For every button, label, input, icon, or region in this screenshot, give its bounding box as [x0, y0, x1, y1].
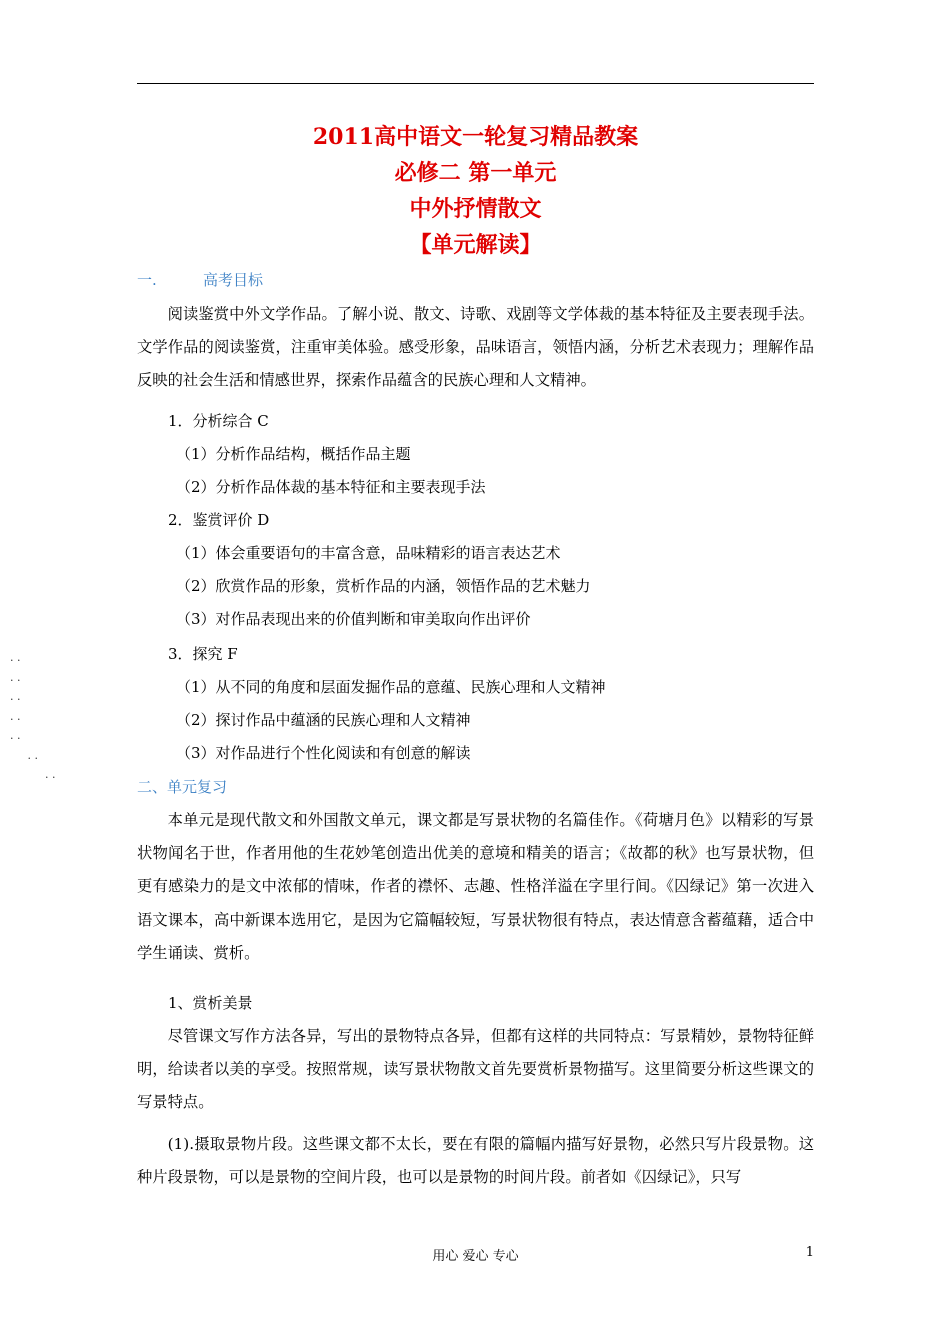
section2-paragraph: 本单元是现代散文和外国散文单元，课文都是写景状物的名篇佳作。《荷塘月色》以精彩的写景状物闻名于世，作者用他的生花妙笔创造出优美的意境和精美的语言；《故都的秋》也写景状物，但更有感染力的是文中浓郁的情味，作者的襟怀、志趣、性格洋溢在字里行间。《囚绿记》第一次进入语文课本，高中新课本选用它，是因为它篇幅较短，写景状物很有特点，表达情意含蓄蕴藉，适合中学生诵读、赏析。: [137, 811, 814, 962]
list-item: （2）欣赏作品的形象，赏析作品的内涵，领悟作品的艺术魅力: [176, 577, 591, 595]
section2-paragraph: (1).摄取景物片段。这些课文都不太长，要在有限的篇幅内描写好景物，必然只写片段景物。这种片段景物，可以是景物的空间片段，也可以是景物的时间片段。前者如《囚绿记》，只写: [137, 1135, 814, 1187]
list-item: 2．鉴赏评价 D: [168, 511, 270, 529]
doc-subtitle: 必修二 第一单元: [394, 160, 557, 186]
unit-title: 中外抒情散文: [409, 196, 542, 222]
header-rule: [137, 83, 814, 84]
list-item: （2）探讨作品中蕴涵的民族心理和人文精神: [176, 711, 471, 729]
list-item: （1）体会重要语句的丰富含意，品味精彩的语言表达艺术: [176, 544, 561, 562]
list-item: 1．分析综合 C: [168, 412, 269, 430]
section1-intro: 阅读鉴赏中外文学作品。了解小说、散文、诗歌、戏剧等文学体裁的基本特征及主要表现手法。文学作品的阅读鉴赏，注重审美体验。感受形象，品味语言，领悟内涵，分析艺术表现力；理解作品反映的社会生活和情感世界，探索作品蕴含的民族心理和人文精神。: [137, 305, 814, 390]
page-number: 1: [805, 1245, 814, 1260]
list-item: （3）对作品表现出来的价值判断和审美取向作出评价: [176, 610, 531, 628]
list-item: （1）分析作品结构，概括作品主题: [176, 445, 411, 463]
list-item: 3．探究 F: [168, 645, 238, 663]
list-item: （2）分析作品体裁的基本特征和主要表现手法: [176, 478, 486, 496]
doc-title: 2011高中语文一轮复习精品教案: [312, 124, 639, 150]
subsection-heading: 1、赏析美景: [168, 994, 253, 1012]
section1-heading: 高考目标: [203, 271, 264, 289]
margin-marks: . . . . . . . . . . . . . .: [10, 651, 56, 781]
section2-paragraph: 尽管课文写作方法各异，写出的景物特点各异，但都有这样的共同特点：写景精妙，景物特征鲜明，给读者以美的享受。按照常规，读写景状物散文首先要赏析景物描写。这里简要分析这些课文的写景特点。: [137, 1027, 814, 1112]
footer-slogan: 用心 爱心 专心: [432, 1249, 519, 1264]
list-item: （3）对作品进行个性化阅读和有创意的解读: [176, 744, 471, 762]
section2-heading: 二、单元复习: [137, 778, 228, 796]
list-item: （1）从不同的角度和层面发掘作品的意蕴、民族心理和人文精神: [176, 678, 606, 696]
section-title: 【单元解读】: [409, 232, 542, 258]
section1-heading-number: 一.: [137, 271, 157, 289]
